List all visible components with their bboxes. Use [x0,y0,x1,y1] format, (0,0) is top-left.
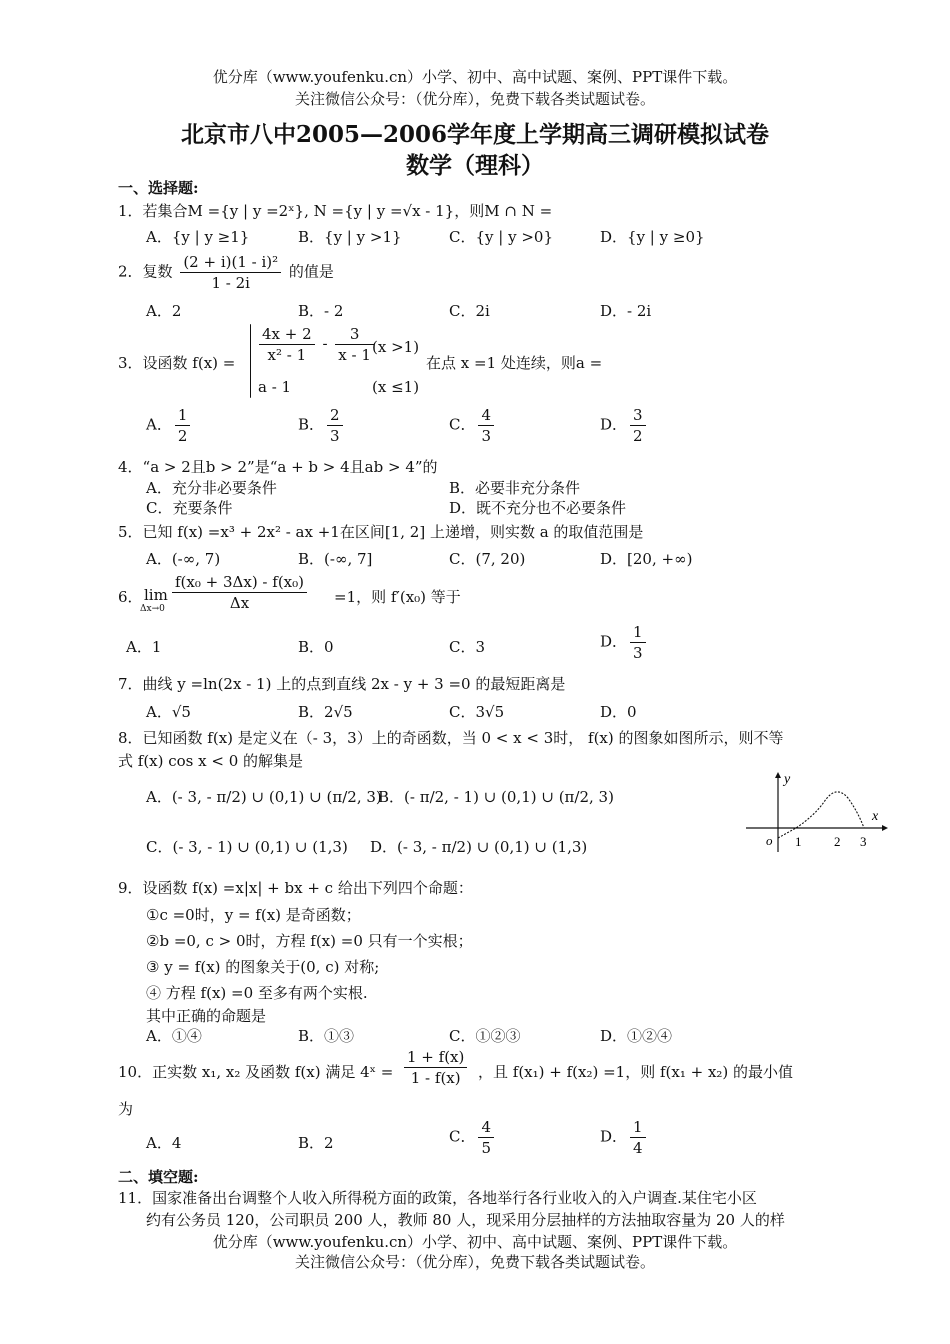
q6-prefix: 6． [118,588,143,606]
q6-lim: lim [144,586,168,604]
q3-frac-a [259,324,315,365]
q8-option-a: A．(- 3, - π/2) ∪ (0,1) ∪ (π/2, 3) [146,788,382,806]
q2-option-d: D．- 2i [600,302,652,320]
q1-option-c: C．{y | y >0} [449,228,553,246]
q3-option-c: C． $\frac{4}{3}$ [449,405,497,446]
section-fill-heading: 二、填空题: [118,1168,199,1186]
q3-frac-a-den: x² - 1 [267,346,307,364]
q6-denominator: Δx [229,594,250,612]
q8-line-1: 8．已知函数 f(x) 是定义在（- 3，3）上的奇函数，当 0 < x < 3时， f(x) 的图象如图所示，则不等 [118,729,784,747]
q7-option-a: A．√5 [146,703,191,721]
q6-option-a: A．1 [126,638,162,656]
q2-option-b: B．- 2 [298,302,344,320]
q7-option-d: D．0 [600,703,637,721]
q11-line-1: 11．国家准备出台调整个人收入所得税方面的政策，各地举行各行业收入的入户调查.某住宅小区 [118,1189,757,1207]
q2-option-c: C．2i [449,302,490,320]
q10-suffix: ，且 f(x₁) + f(x₂) =1，则 f(x₁ + x₂) 的最小值 [478,1063,794,1081]
q3-option-d: D． $\frac{3}{2}$ [600,405,649,446]
q4-option-b: B．必要非充分条件 [449,479,581,497]
q9-option-d: D．①②④ [600,1027,673,1045]
graph-tick-2: 2 [834,834,841,849]
q9-option-c: C．①②③ [449,1027,521,1045]
q3-frac-a-num: 4x + 2 [259,324,315,345]
q1-option-b: B．{y | y >1} [298,228,402,246]
q7-stem: 7．曲线 y =ln(2x - 1) 上的点到直线 2x - y + 3 =0 的最短距离是 [118,675,566,693]
q6-option-c: C．3 [449,638,486,656]
q9-option-b: B．①③ [298,1027,355,1045]
q9-prop-4: ④ 方程 f(x) =0 至多有两个实根. [146,984,368,1002]
q10-option-d: D． $\frac{1}{4}$ [600,1117,649,1158]
q10-cont: 为 [118,1100,134,1118]
q2-suffix: 的值是 [288,262,334,281]
q9-prop-2: ②b =0, c > 0时，方程 f(x) =0 只有一个实根； [146,932,473,950]
q5-stem: 5．已知 f(x) =x³ + 2x² - ax +1在区间[1, 2] 上递增，则实数 a 的取值范围是 [118,523,644,541]
q10-numerator: 1 + f(x) [404,1047,467,1068]
q3-brace [250,324,251,398]
q2-fraction [180,252,281,293]
q9-stem: 9．设函数 f(x) =x|x| + bx + c 给出下列四个命题： [118,879,473,897]
q1-stem: 1．若集合M ={y | y =2ˣ}, N ={y | y =√x - 1}，则M ∩ N = [118,202,553,220]
q6-numerator: f(x₀ + 3Δx) - f(x₀) [172,572,307,593]
page-subtitle: 数学（理科） [406,152,544,179]
q7-option-b: B．2√5 [298,703,353,721]
q2-option-a: A．2 [146,302,182,320]
q6-suffix: =1，则 f′(x₀) 等于 [334,588,461,606]
q9-prop-1: ①c =0时，y = f(x) 是奇函数； [146,906,361,924]
q1-option-d: D．{y | y ≥0} [600,228,705,246]
q4-option-a: A．充分非必要条件 [146,479,277,497]
q9-ask: 其中正确的命题是 [146,1007,267,1025]
q10-option-a: A．4 [146,1134,182,1152]
q7-option-c: C．3√5 [449,703,505,721]
q8-option-d: D．(- 3, - π/2) ∪ (0,1) ∪ (1,3) [370,838,588,856]
q6-option-d: D． $\frac{1}{3}$ [600,622,649,663]
graph-tick-3: 3 [860,834,867,849]
header-line-2: 关注微信公众号：（优分库），免费下载各类试题试卷。 [294,90,655,108]
graph-tick-1: 1 [795,834,802,849]
q11-line-2: 约有公务员 120，公司职员 200 人，教师 80 人，现采用分层抽样的方法抽取容量为 20 人的样 [146,1211,785,1229]
graph-y-label: y [784,772,791,787]
q2-prefix: 2．复数 [118,262,173,281]
q6-fraction [172,572,307,613]
q5-option-d: D．[20, +∞) [600,550,693,568]
q8-option-b: B．(- π/2, - 1) ∪ (0,1) ∪ (π/2, 3) [378,788,614,806]
q9-option-a: A．①④ [146,1027,202,1045]
q3-frac-b [335,324,374,365]
q10-option-c: C． $\frac{4}{5}$ [449,1117,497,1158]
q4-stem: 4．“a > 2且b > 2”是“a + b > 4且ab > 4”的 [118,458,438,476]
q6-lim-sub: Δx→0 [140,604,165,614]
footer-line-1: 优分库（www.youfenku.cn）小学、初中、高中试题、案例、PPT课件下载。 [212,1233,738,1251]
q9-prop-3: ③ y = f(x) 的图象关于(0, c) 对称; [146,958,380,976]
q3-option-b: B． $\frac{2}{3}$ [298,405,346,446]
q3-suffix: 在点 x =1 处连续，则a = [426,354,603,372]
graph-curve [778,792,864,838]
q8-function-graph [740,768,890,854]
q3-frac-b-num: 3 [335,324,374,345]
q2-stem [118,252,334,293]
q3-option-a: A． $\frac{1}{2}$ [146,405,193,446]
q10-prefix: 10．正实数 x₁, x₂ 及函数 f(x) 满足 4ˣ = [118,1063,394,1081]
q8-line-2: 式 f(x) cos x < 0 的解集是 [118,752,304,770]
q8-option-c: C．(- 3, - 1) ∪ (0,1) ∪ (1,3) [146,838,348,856]
q3-piece-1: $\frac{4x + 2}{\text{x² - 1}}$ - $\frac{3}{x - 1}$ [256,324,377,365]
page-title: 北京市八中2005—2006学年度上学期高三调研模拟试卷 [180,121,770,148]
q3-cond-2: (x ≤1) [372,378,420,396]
q10-denominator: 1 - f(x) [410,1069,461,1087]
q3-cond-1: (x >1) [372,338,420,356]
graph-x-arrow [882,825,888,831]
q4-option-c: C．充要条件 [146,499,233,517]
q3-prefix: 3．设函数 f(x) = [118,354,236,372]
q5-option-b: B．(-∞, 7] [298,550,373,568]
q5-option-a: A．(-∞, 7) [146,550,221,568]
q3-frac-b-den: x - 1 [338,346,371,364]
section-choice-heading: 一、选择题: [118,179,199,197]
q10-option-b: B．2 [298,1134,334,1152]
q2-numerator: (2 + i)(1 - i)² [180,252,281,273]
q10-fraction [404,1047,467,1088]
q6-option-b: B．0 [298,638,334,656]
graph-origin-label: o [766,833,773,848]
q3-piece-2: a - 1 [258,378,292,396]
q2-denominator: 1 - 2i [211,274,250,292]
q1-option-a: A．{y | y ≥1} [146,228,250,246]
q4-option-d: D．既不充分也不必要条件 [449,499,627,517]
footer-line-2: 关注微信公众号：（优分库），免费下载各类试题试卷。 [294,1253,655,1271]
q5-option-c: C．(7, 20) [449,550,526,568]
graph-y-arrow [775,772,781,778]
header-line-1: 优分库（www.youfenku.cn）小学、初中、高中试题、案例、PPT课件下载。 [212,68,738,86]
graph-x-label: x [872,809,879,824]
